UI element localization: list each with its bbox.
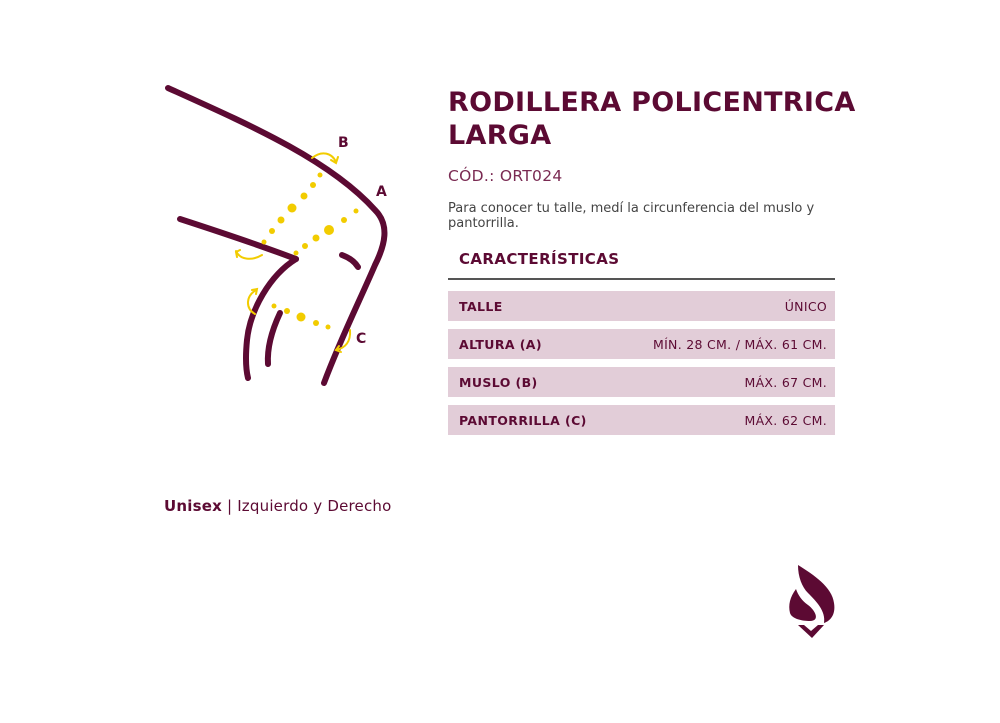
- characteristics-title: CARACTERÍSTICAS: [459, 250, 620, 268]
- separator: |: [221, 497, 238, 515]
- spec-label: PANTORRILLA (C): [459, 412, 587, 428]
- spec-label: TALLE: [459, 298, 503, 314]
- shin-back-outline: [246, 259, 296, 378]
- product-description: Para conocer tu talle, medí la circunferencia del muslo y pantorrilla.: [448, 201, 815, 231]
- section-divider: [448, 278, 835, 280]
- gender-label: Unisex: [164, 497, 222, 515]
- label-a: A: [376, 184, 387, 200]
- characteristics-table: [448, 291, 835, 443]
- thigh-upper-outline: [168, 88, 384, 383]
- spec-label: ALTURA (A): [459, 336, 542, 352]
- calf-inner-outline: [268, 313, 280, 364]
- product-title-line1: RODILLERA POLICENTRICA: [448, 87, 856, 118]
- knee-measurement-illustration: [155, 78, 400, 398]
- spec-row-size: [448, 291, 835, 321]
- spec-value: MÁX. 62 CM.: [744, 412, 827, 428]
- fit-note: [164, 497, 392, 515]
- label-c: C: [356, 331, 367, 347]
- spec-value: MÁX. 67 CM.: [744, 374, 827, 390]
- spec-row-thigh: [448, 367, 835, 397]
- side-label: Izquierdo y Derecho: [237, 497, 392, 515]
- spec-value: ÚNICO: [784, 298, 827, 314]
- kneecap-mark: [342, 255, 358, 267]
- product-title: [448, 86, 868, 152]
- spec-row-calf: [448, 405, 835, 435]
- product-title-line2: LARGA: [448, 120, 552, 151]
- product-code: CÓD.: ORT024: [448, 167, 563, 185]
- spec-row-height: [448, 329, 835, 359]
- spec-label: MUSLO (B): [459, 374, 538, 390]
- label-b: B: [338, 135, 349, 151]
- brand-flame-icon: [786, 563, 836, 639]
- spec-value: MÍN. 28 CM. / MÁX. 61 CM.: [652, 336, 827, 352]
- arrow-thigh: [236, 251, 262, 259]
